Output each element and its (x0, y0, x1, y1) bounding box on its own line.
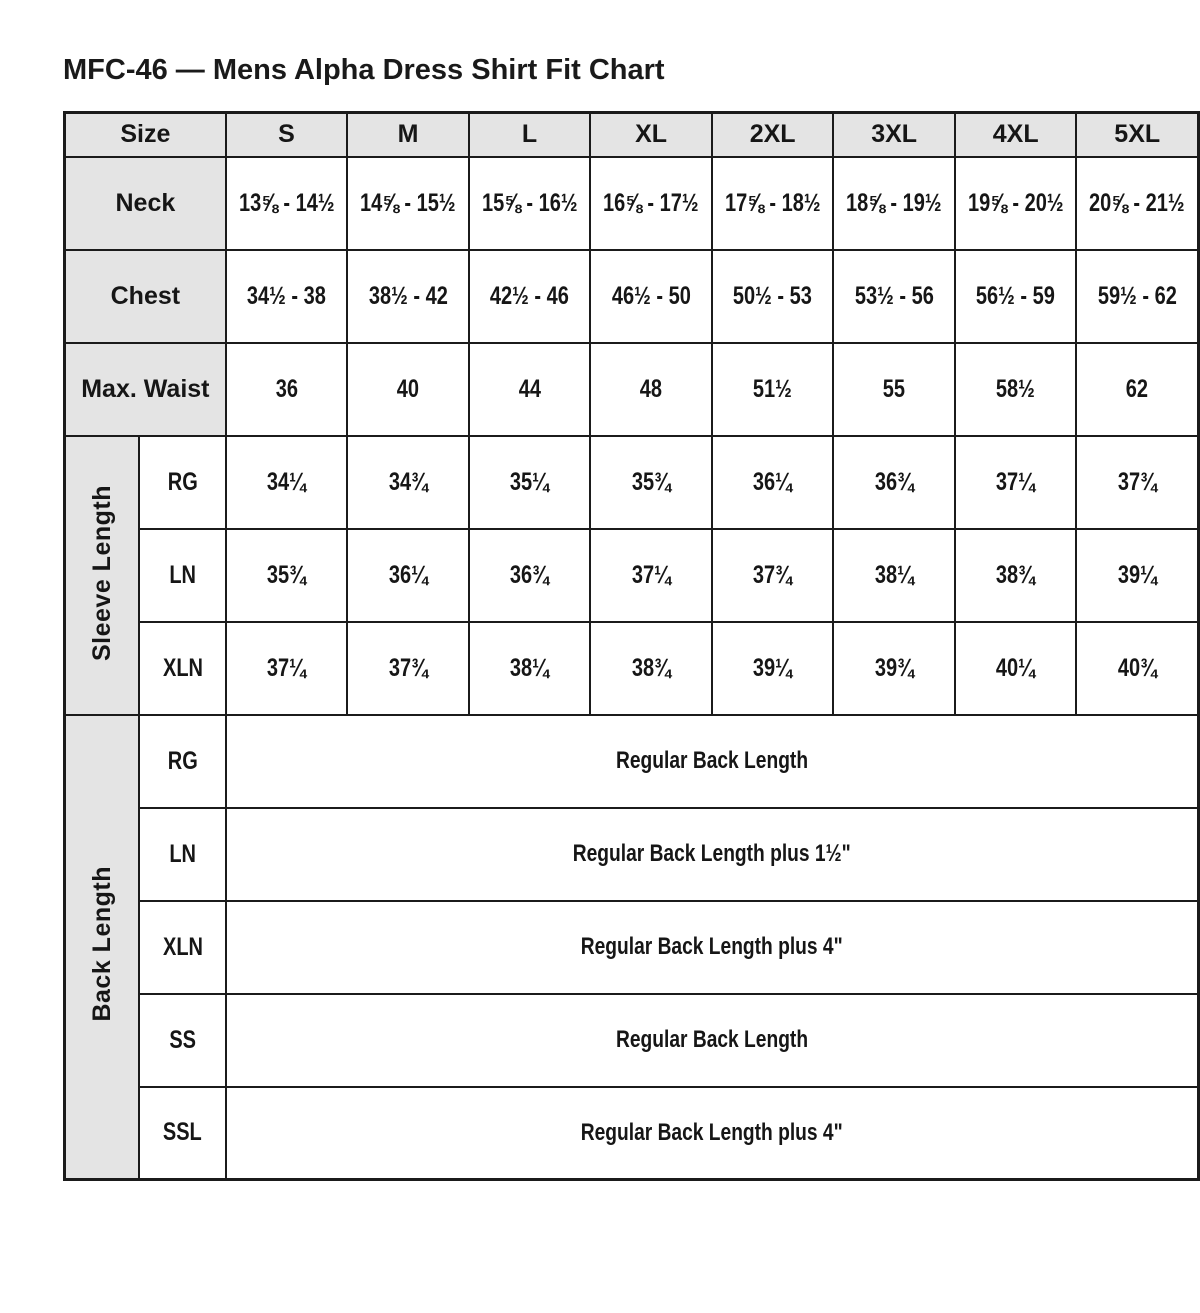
cell-value: 39¼ (1117, 560, 1157, 589)
sleeve-cell (955, 436, 1077, 529)
cell-value: 55 (883, 374, 906, 403)
neck-row-label (65, 157, 226, 250)
sleeve-cell (1076, 529, 1198, 622)
cell-value: 40¼ (996, 653, 1036, 682)
cell-value: 42½ - 46 (490, 281, 570, 310)
size-header-label: Size (120, 120, 171, 149)
neck-cell (590, 157, 712, 250)
cell-value: 36¼ (753, 467, 793, 496)
fit-code: LN (169, 839, 196, 868)
chest-cell (347, 250, 469, 343)
size-label: 4XL (992, 120, 1039, 149)
cell-value: 50½ - 53 (733, 281, 813, 310)
size-column-header-5xl (1076, 113, 1198, 157)
cell-value: 38¼ (874, 560, 914, 589)
section-label-text: Back Length (87, 866, 116, 1023)
sleeve-ln-row (65, 529, 1199, 622)
max-waist-row-label (65, 343, 226, 436)
cell-value: 36¾ (510, 560, 550, 589)
back-description-text: Regular Back Length plus 4" (580, 1118, 843, 1146)
cell-value: 34¾ (388, 467, 428, 496)
cell-value: 16⅝ - 17½ (603, 188, 699, 217)
sleeve-cell (469, 436, 591, 529)
cell-value: 20⅝ - 21½ (1089, 188, 1186, 217)
fit-code: SS (169, 1025, 196, 1054)
cell-value: 38¼ (510, 653, 550, 682)
cell-value: 38½ - 42 (368, 281, 448, 310)
cell-value: 35¾ (631, 467, 671, 496)
max-waist-cell (469, 343, 591, 436)
size-column-header-s (226, 113, 348, 157)
sleeve-cell (226, 529, 348, 622)
size-label: 3XL (871, 120, 918, 149)
sleeve-cell (469, 622, 591, 715)
section-label-text: Sleeve Length (87, 484, 116, 661)
fit-code: LN (169, 560, 196, 589)
sleeve-cell (955, 622, 1077, 715)
back-ss-row (65, 994, 1199, 1087)
back-description-text: Regular Back Length (615, 1026, 808, 1053)
cell-value: 39¼ (753, 653, 793, 682)
cell-value: 36¾ (874, 467, 914, 496)
neck-cell (1076, 157, 1198, 250)
cell-value: 34¼ (267, 467, 306, 496)
back-description-cell (226, 1087, 1199, 1180)
cell-value: 37¾ (753, 560, 793, 589)
cell-value: 40 (396, 374, 420, 403)
neck-cell (712, 157, 834, 250)
cell-value: 38¾ (631, 653, 671, 682)
chest-cell (1076, 250, 1198, 343)
cell-value: 58½ (996, 374, 1036, 403)
sleeve-cell (590, 622, 712, 715)
cell-value: 62 (1126, 374, 1149, 403)
size-column-header-3xl (833, 113, 955, 157)
size-column-header-l (469, 113, 591, 157)
back-code-cell (139, 994, 225, 1087)
sleeve-cell (590, 529, 712, 622)
back-rg-row (65, 715, 1199, 808)
chest-row-label (65, 250, 226, 343)
max-waist-row (65, 343, 1199, 436)
max-waist-cell (590, 343, 712, 436)
sleeve-cell (226, 436, 348, 529)
size-header-cell (65, 113, 226, 157)
sleeve-cell (1076, 622, 1198, 715)
fit-code: RG (167, 467, 198, 496)
fit-code: XLN (162, 653, 203, 682)
cell-value: 48 (639, 374, 663, 403)
sleeve-cell (347, 622, 469, 715)
sleeve-cell (712, 529, 834, 622)
cell-value: 15⅝ - 16½ (481, 188, 578, 217)
cell-value: 37¼ (631, 560, 671, 589)
size-label: 2XL (749, 120, 796, 149)
size-label: S (278, 120, 295, 149)
neck-cell (833, 157, 955, 250)
back-description-text: Regular Back Length plus 4" (580, 933, 843, 960)
chest-cell (469, 250, 591, 343)
page-title: MFC-46 — Mens Alpha Dress Shirt Fit Chart (63, 54, 665, 86)
cell-value: 34½ - 38 (247, 281, 326, 310)
row-label-text: Chest (110, 281, 181, 310)
size-label: XL (635, 120, 668, 149)
sleeve-cell (833, 529, 955, 622)
chest-cell (226, 250, 348, 343)
cell-value: 59½ - 62 (1097, 281, 1177, 310)
cell-value: 40¾ (1117, 653, 1157, 682)
max-waist-cell (833, 343, 955, 436)
size-column-header-m (347, 113, 469, 157)
row-label-text: Max. Waist (81, 374, 210, 403)
cell-value: 56½ - 59 (976, 281, 1056, 310)
back-description-cell (226, 808, 1199, 901)
size-label: L (521, 120, 538, 149)
back-length-section-label (65, 715, 140, 1180)
chest-cell (590, 250, 712, 343)
cell-value: 19⅝ - 20½ (967, 188, 1064, 217)
back-code-cell (139, 715, 225, 808)
sleeve-cell (833, 622, 955, 715)
sleeve-cell (712, 622, 834, 715)
sleeve-cell (712, 436, 834, 529)
back-code-cell (139, 808, 225, 901)
size-column-header-xl (590, 113, 712, 157)
max-waist-cell (1076, 343, 1198, 436)
header-row (65, 113, 1199, 157)
cell-value: 13⅝ - 14½ (238, 188, 335, 217)
cell-value: 51½ (753, 374, 793, 403)
cell-value: 37¼ (267, 653, 306, 682)
neck-row (65, 157, 1199, 250)
max-waist-cell (226, 343, 348, 436)
back-description-cell (226, 715, 1199, 808)
back-ln-row (65, 808, 1199, 901)
size-column-header-4xl (955, 113, 1077, 157)
sleeve-cell (347, 436, 469, 529)
chest-cell (955, 250, 1077, 343)
cell-value: 36¼ (388, 560, 428, 589)
back-description-cell (226, 994, 1199, 1087)
cell-value: 37¼ (996, 467, 1036, 496)
neck-cell (226, 157, 348, 250)
back-ssl-row (65, 1087, 1199, 1180)
cell-value: 36 (275, 374, 298, 403)
fit-chart-page (0, 54, 1200, 1181)
cell-value: 37¾ (388, 653, 428, 682)
cell-value: 38¾ (996, 560, 1036, 589)
sleeve-cell (1076, 436, 1198, 529)
row-label-text: Neck (115, 188, 176, 217)
cell-value: 17⅝ - 18½ (724, 188, 821, 217)
sleeve-code-cell (139, 529, 225, 622)
back-description-text: Regular Back Length (615, 747, 808, 774)
fit-code: RG (167, 746, 198, 775)
chest-cell (833, 250, 955, 343)
cell-value: 39¾ (874, 653, 914, 682)
sleeve-cell (347, 529, 469, 622)
sleeve-xln-row (65, 622, 1199, 715)
back-code-cell (139, 1087, 225, 1180)
cell-value: 35¾ (267, 560, 306, 589)
cell-value: 46½ - 50 (611, 281, 691, 310)
sleeve-code-cell (139, 622, 225, 715)
sleeve-cell (955, 529, 1077, 622)
cell-value: 37¾ (1117, 467, 1157, 496)
back-description-text: Regular Back Length plus 1½" (572, 840, 851, 867)
max-waist-cell (347, 343, 469, 436)
cell-value: 53½ - 56 (854, 281, 934, 310)
neck-cell (469, 157, 591, 250)
back-xln-row (65, 901, 1199, 994)
fit-chart-table (63, 111, 1200, 1181)
cell-value: 44 (518, 374, 541, 403)
size-column-header-2xl (712, 113, 834, 157)
neck-cell (347, 157, 469, 250)
cell-value: 18⅝ - 19½ (846, 188, 942, 217)
size-label: M (397, 120, 419, 149)
sleeve-rg-row (65, 436, 1199, 529)
back-description-cell (226, 901, 1199, 994)
fit-code: SSL (163, 1118, 203, 1147)
sleeve-cell (469, 529, 591, 622)
sleeve-cell (590, 436, 712, 529)
sleeve-code-cell (139, 436, 225, 529)
cell-value: 35¼ (510, 467, 550, 496)
fit-code: XLN (162, 932, 203, 961)
cell-value: 14⅝ - 15½ (360, 188, 456, 217)
chest-row (65, 250, 1199, 343)
sleeve-cell (226, 622, 348, 715)
back-code-cell (139, 901, 225, 994)
sleeve-length-section-label (65, 436, 140, 715)
max-waist-cell (955, 343, 1077, 436)
size-label: 5XL (1114, 120, 1161, 149)
max-waist-cell (712, 343, 834, 436)
sleeve-cell (833, 436, 955, 529)
neck-cell (955, 157, 1077, 250)
chest-cell (712, 250, 834, 343)
